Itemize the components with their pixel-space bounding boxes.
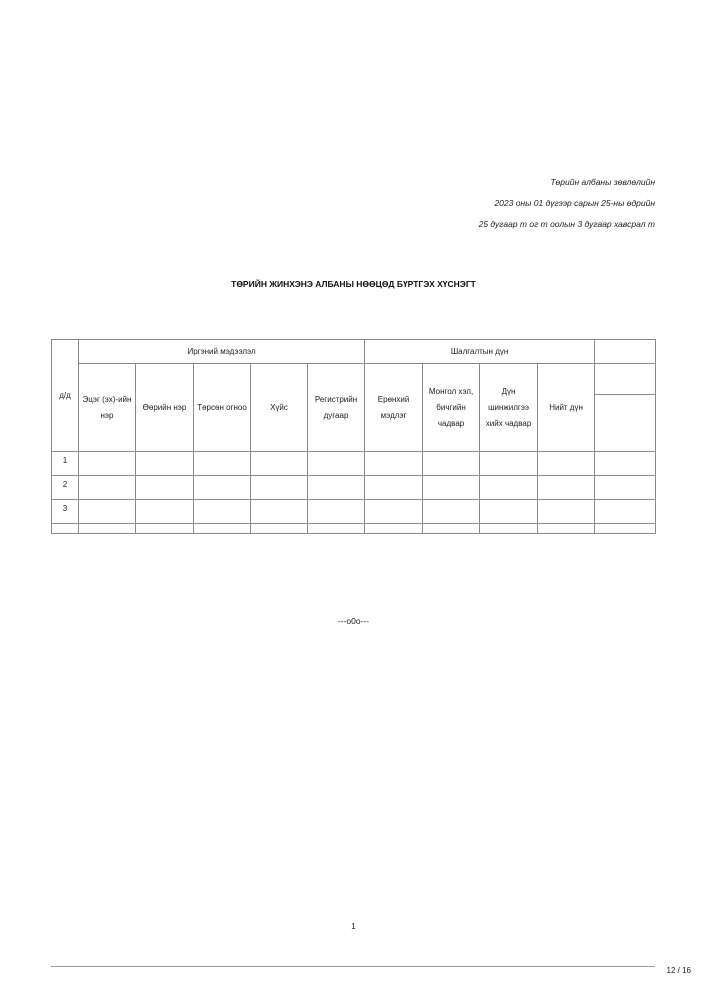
table-cell (136, 476, 194, 500)
table-cell (79, 452, 136, 476)
table-row (52, 452, 656, 476)
table-cell (480, 524, 538, 534)
table-cell (251, 524, 308, 534)
table-cell (595, 524, 656, 534)
citizen-info-header: Иргэний мэдээлэл (79, 340, 365, 364)
table-cell (365, 476, 423, 500)
page-number: 1 (351, 922, 356, 931)
table-cell (423, 476, 480, 500)
table-cell (308, 524, 365, 534)
table-row (52, 500, 656, 524)
row-number: 2 (52, 476, 79, 500)
table-cell (365, 452, 423, 476)
table-row (52, 524, 656, 534)
row-number: 1 (52, 452, 79, 476)
table-cell (595, 500, 656, 524)
col-gender: Хүйс (251, 364, 308, 452)
extra-header-cell (595, 364, 656, 395)
table-cell (136, 524, 194, 534)
footer-divider (51, 966, 655, 967)
col-register-number: Регистрийн дугаар (308, 364, 365, 452)
document-title: ТӨРИЙН ЖИНХЭНЭ АЛБАНЫ НӨӨЦӨД БҮРТГЭХ ХҮСНЭГТ (231, 279, 476, 289)
table-row (52, 476, 656, 500)
resolution-note-line-3: 25 дугаар т ог т оолын 3 дугаар хавсрал т (478, 219, 655, 229)
end-of-document-mark: ---o0o--- (337, 616, 370, 626)
registration-table (51, 339, 656, 534)
col-general-knowledge: Ерөнхий мэдлэг (365, 364, 423, 452)
table-cell (194, 524, 251, 534)
table-cell (423, 452, 480, 476)
resolution-note-line-1: Төрийн албаны зөвлөлийн (550, 177, 655, 187)
table-cell (194, 476, 251, 500)
table-cell (308, 476, 365, 500)
table-cell (538, 524, 595, 534)
exam-results-header: Шалгалтын дүн (365, 340, 595, 364)
table-cell (79, 524, 136, 534)
col-mongolian-writing: Монгол хэл, бичгийн чадвар (423, 364, 480, 452)
table-cell (251, 452, 308, 476)
col-total-score: Нийт дүн (538, 364, 595, 452)
table-cell (365, 500, 423, 524)
row-number-header: д/д (52, 340, 79, 452)
col-father-name: Эцэг (эх)-ийн нэр (79, 364, 136, 452)
col-data-analysis: Дүн шинжилгээ хийх чадвар (480, 364, 538, 452)
table-cell (251, 476, 308, 500)
table-cell (480, 452, 538, 476)
col-own-name: Өөрийн нэр (136, 364, 194, 452)
table-cell (595, 452, 656, 476)
table-cell (365, 524, 423, 534)
table-cell (136, 500, 194, 524)
extra-header-cell (595, 395, 656, 452)
table-cell (308, 500, 365, 524)
col-birth-date: Төрсөн огноо (194, 364, 251, 452)
table-cell (79, 500, 136, 524)
table-cell (79, 476, 136, 500)
table-cell (194, 500, 251, 524)
viewer-page-counter: 12 / 16 (666, 966, 691, 975)
table-cell (52, 524, 79, 534)
table-cell (538, 476, 595, 500)
table-cell (480, 476, 538, 500)
table-cell (194, 452, 251, 476)
table-cell (538, 452, 595, 476)
table-cell (595, 476, 656, 500)
row-number: 3 (52, 500, 79, 524)
table-cell (136, 452, 194, 476)
resolution-note-line-2: 2023 оны 01 дүгээр сарын 25-ны өдрийн (494, 198, 655, 208)
table-cell (480, 500, 538, 524)
table-cell (308, 452, 365, 476)
table-cell (538, 500, 595, 524)
extra-header-cell (595, 340, 656, 364)
table-cell (423, 524, 480, 534)
table-cell (251, 500, 308, 524)
table-cell (423, 500, 480, 524)
